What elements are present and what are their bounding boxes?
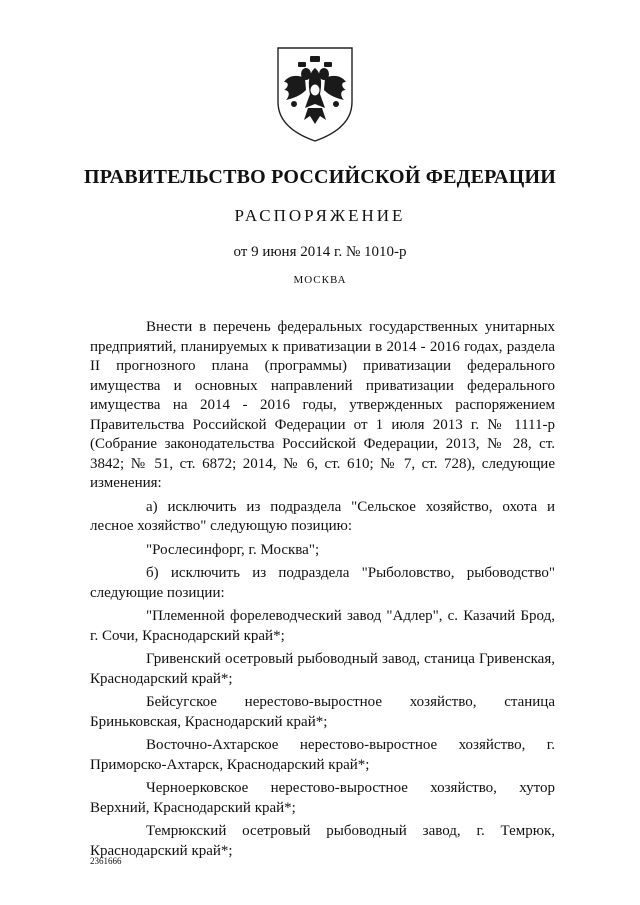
document-date-number: от 9 июня 2014 г. № 1010-р bbox=[233, 244, 407, 260]
document-body bbox=[90, 318, 555, 861]
document-code: 2361666 bbox=[90, 856, 122, 866]
document-type: РАСПОРЯЖЕНИЕ bbox=[234, 206, 406, 225]
body-paragraph: Гривенский осетровый рыбоводный завод, станица Гривенская, Краснодарский край*; bbox=[90, 651, 555, 687]
body-paragraph: Черноерковское нерестово-выростное хозяйство, хутор Верхний, Краснодарский край*; bbox=[90, 780, 555, 816]
body-paragraph: Бейсугское нерестово-выростное хозяйство, станица Бриньковская, Краснодарский край*; bbox=[90, 694, 555, 730]
body-paragraph: Темрюкский осетровый рыбоводный завод, г. Темрюк, Краснодарский край*; bbox=[90, 823, 555, 859]
body-paragraph: Восточно-Ахтарское нерестово-выростное хозяйство, г. Приморско-Ахтарск, Краснодарский край*; bbox=[90, 737, 555, 773]
body-paragraph: Внести в перечень федеральных государственных унитарных предприятий, планируемых к приватизации в 2014 - 2016 годах, раздела II прогнозного плана (программы) приватизации федерального имущества и основных направлений приватизации федерального имущества на 2014 - 2016 годы, утвержденных распоряжением Правительства Российской Федерации от 1 июля 2013 г. № 1111-р (Собрание законодательства Российской Федерации, 2013, № 28, ст. 3842; № 51, ст. 6872; 2014, № 6, ст. 610; № 7, ст. 728), следующие изменения: bbox=[90, 319, 555, 491]
coat-of-arms-icon bbox=[272, 44, 358, 144]
body-paragraph: "Племенной форелеводческий завод "Адлер", с. Казачий Брод, г. Сочи, Краснодарский край*; bbox=[90, 608, 555, 644]
government-title: ПРАВИТЕЛЬСТВО РОССИЙСКОЙ ФЕДЕРАЦИИ bbox=[84, 166, 556, 188]
body-paragraph: б) исключить из подраздела "Рыболовство, рыбоводство" следующие позиции: bbox=[90, 565, 555, 601]
body-paragraph: "Рослесинфорг, г. Москва"; bbox=[146, 541, 320, 558]
body-paragraph: а) исключить из подраздела "Сельское хозяйство, охота и лесное хозяйство" следующую позицию: bbox=[90, 498, 555, 534]
document-city: МОСКВА bbox=[293, 274, 347, 286]
